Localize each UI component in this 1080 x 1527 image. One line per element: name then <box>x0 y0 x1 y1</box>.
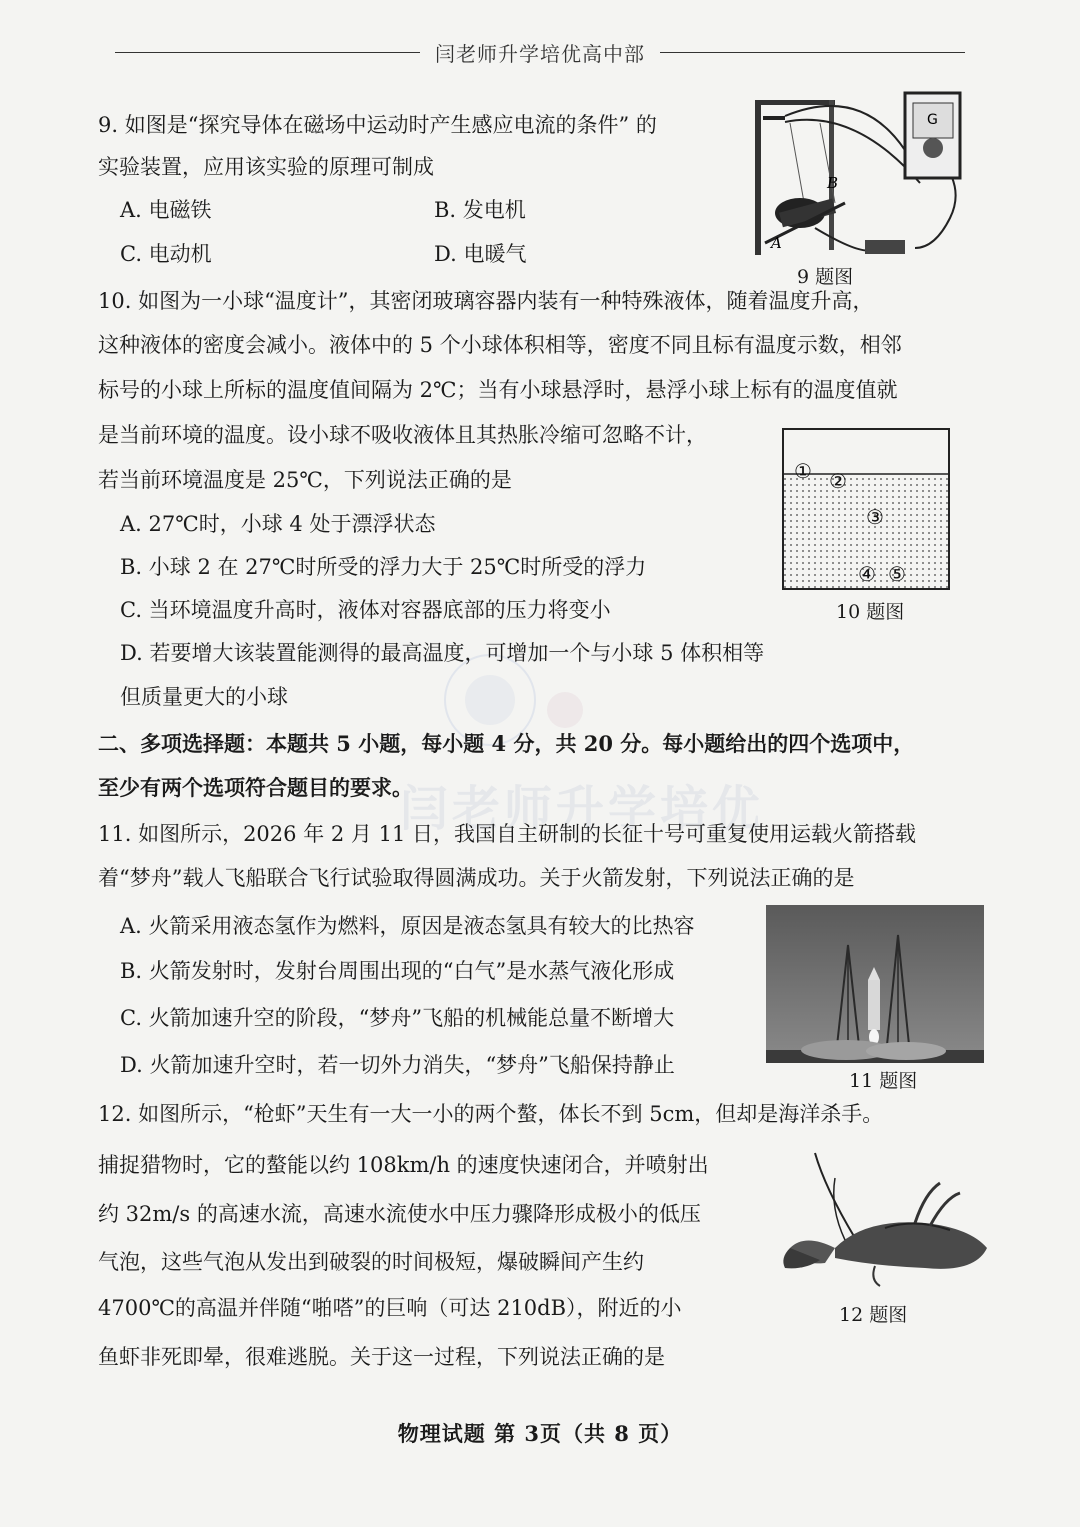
q10-option-d-line-1: D. 若要增大该装置能测得的最高温度，可增加一个与小球 5 体积相等 <box>120 641 765 665</box>
section2-heading-line-2: 至少有两个选项符合题目的要求。 <box>98 775 413 800</box>
q10-stem-line-2: 这种液体的密度会减小。液体中的 5 个小球体积相等，密度不同且标有温度示数，相邻 <box>98 333 902 357</box>
q9-label-b: B <box>827 174 839 192</box>
q10-option-b: B. 小球 2 在 27℃时所受的浮力大于 25℃时所受的浮力 <box>120 555 647 579</box>
q11-stem-line-2: 着“梦舟”载人飞船联合飞行试验取得圆满成功。关于火箭发射，下列说法正确的是 <box>98 866 855 890</box>
q9-option-c: C. 电动机 <box>120 242 212 266</box>
header-rule-right <box>660 52 965 53</box>
q9-stem-line-2: 实验装置，应用该实验的原理可制成 <box>98 155 434 179</box>
q10-ball-5: ⑤ <box>888 562 906 586</box>
q10-option-d-line-2: 但质量更大的小球 <box>120 685 288 709</box>
q12-stem-line-5: 4700℃的高温并伴随“啪嗒”的巨响（可达 210dB），附近的小 <box>98 1296 682 1320</box>
q9-label-a: A <box>771 234 782 252</box>
q10-stem-line-4: 是当前环境的温度。设小球不吸收液体且其热胀冷缩可忽略不计， <box>98 423 707 447</box>
q11-option-b: B. 火箭发射时，发射台周围出现的“白气”是水蒸气液化形成 <box>120 959 675 983</box>
q9-galvanometer-label: G <box>927 112 938 128</box>
q12-figure <box>775 1148 990 1288</box>
q10-container-diagram <box>782 428 952 593</box>
q9-stem-line-1: 9. 如图是“探究导体在磁场中运动时产生感应电流的条件” 的 <box>98 113 657 137</box>
q11-caption: 11 题图 <box>849 1070 918 1092</box>
q12-stem-line-4: 气泡，这些气泡从发出到破裂的时间极短，爆破瞬间产生约 <box>98 1250 644 1274</box>
q9-apparatus-diagram <box>745 88 965 263</box>
header-title: 闫老师升学培优高中部 <box>435 42 645 66</box>
q11-option-c: C. 火箭加速升空的阶段，“梦舟”飞船的机械能总量不断增大 <box>120 1006 675 1030</box>
q12-stem-line-3: 约 32m/s 的高速水流，高速水流使水中压力骤降形成极小的低压 <box>98 1202 701 1226</box>
q11-option-a: A. 火箭采用液态氢作为燃料，原因是液态氢具有较大的比热容 <box>120 914 695 938</box>
q11-figure <box>766 905 984 1063</box>
q11-rocket-photo <box>766 905 984 1063</box>
q12-pistol-shrimp-image <box>775 1148 990 1288</box>
q10-ball-4: ④ <box>858 562 876 586</box>
section2-heading-line-1: 二、多项选择题：本题共 5 小题，每小题 4 分，共 20 分。每小题给出的四个选项中， <box>98 731 915 756</box>
page-footer: 物理试题 第 3页（共 8 页） <box>397 1421 683 1446</box>
q9-figure <box>745 88 965 263</box>
header-rule-left <box>115 52 420 53</box>
q9-option-a: A. 电磁铁 <box>120 198 212 222</box>
q9-option-d: D. 电暖气 <box>434 242 527 266</box>
q10-ball-3: ③ <box>866 505 884 529</box>
q10-option-c: C. 当环境温度升高时，液体对容器底部的压力将变小 <box>120 598 611 622</box>
q12-stem-line-2: 捕捉猎物时，它的螯能以约 108km/h 的速度快速闭合，并喷射出 <box>98 1153 709 1177</box>
q9-caption: 9 题图 <box>797 266 854 288</box>
q12-stem-line-1: 12. 如图所示，“枪虾”天生有一大一小的两个螯，体长不到 5cm，但却是海洋杀手。 <box>98 1102 884 1126</box>
watermark-text: 闫老师升学培优 <box>400 781 765 837</box>
q9-option-b: B. 发电机 <box>434 198 526 222</box>
q12-caption: 12 题图 <box>839 1304 908 1326</box>
q10-caption: 10 题图 <box>836 601 905 623</box>
q11-stem-line-1: 11. 如图所示，2026 年 2 月 11 日，我国自主研制的长征十号可重复使用运载火箭搭载 <box>98 822 916 846</box>
q10-figure <box>782 428 952 593</box>
q12-stem-line-6: 鱼虾非死即晕，很难逃脱。关于这一过程，下列说法正确的是 <box>98 1345 665 1369</box>
q11-option-d: D. 火箭加速升空时，若一切外力消失，“梦舟”飞船保持静止 <box>120 1053 675 1077</box>
q10-stem-line-3: 标号的小球上所标的温度值间隔为 2℃；当有小球悬浮时，悬浮小球上标有的温度值就 <box>98 378 898 402</box>
q10-ball-2: ② <box>829 469 847 493</box>
q10-ball-1: ① <box>794 459 812 483</box>
q10-stem-line-5: 若当前环境温度是 25℃，下列说法正确的是 <box>98 468 512 492</box>
q10-stem-line-1: 10. 如图为一小球“温度计”，其密闭玻璃容器内装有一种特殊液体，随着温度升高， <box>98 289 874 313</box>
q10-option-a: A. 27℃时，小球 4 处于漂浮状态 <box>120 512 436 536</box>
